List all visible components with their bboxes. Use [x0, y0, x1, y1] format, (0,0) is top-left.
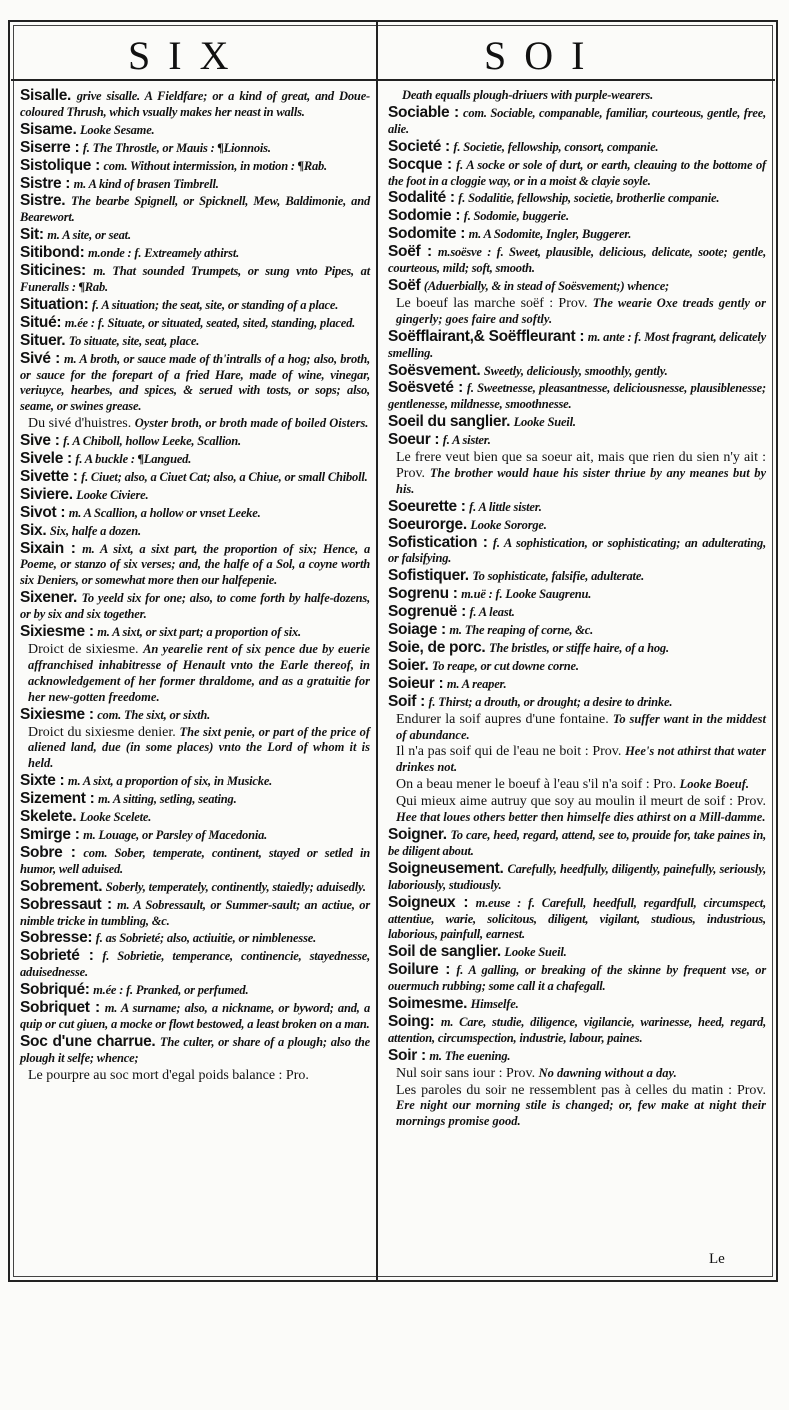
entry-definition: f. Ciuet; also, a Ciuet Cat; also, a Chiue, or small Chiboll. — [81, 469, 368, 484]
entry-headword: Sizement : — [20, 790, 95, 808]
entry-definition: (Aduerbially, & in stead of Soësvement;) whence; — [423, 278, 670, 293]
entry-headword: Sobriqué: — [20, 981, 90, 999]
entry-headword: Sobrieté : — [20, 947, 94, 965]
dictionary-entry — [20, 1034, 370, 1067]
sub-entry — [20, 1068, 370, 1084]
sub-entry-phrase: Nul soir sans iour : Prov. — [396, 1065, 536, 1081]
entry-definition: Looke Sesame. — [80, 122, 155, 137]
dictionary-entry — [20, 333, 370, 350]
entry-definition: f. Sweetnesse, pleasantnesse, deliciousnesse, plausiblenesse; gentlenesse, mildnesse, smoothnesse. — [388, 381, 766, 412]
dictionary-entry — [20, 176, 370, 193]
header-rule — [11, 79, 775, 81]
entry-definition: m. A broth, or sauce made of th'intralls of a hog; also, broth, or sauce for the forepart of a fried Hare, made of wine, vinegar, veriuyce, hearbes, and spices, & serued with tosts, or sops; also, seame, or swines grease. — [20, 351, 370, 414]
dictionary-entry — [20, 930, 370, 947]
entry-definition: Himselfe. — [470, 997, 519, 1012]
catchword: Le — [709, 1251, 725, 1267]
entry-definition: m.euse : f. Carefull, heedfull, regardfull, circumspect, attentiue, warie, solicitous, diligent, vigilant, studious, industrious, laborious, painfull, earnest. — [388, 895, 767, 942]
sub-entry — [388, 712, 766, 744]
dictionary-entry — [388, 676, 766, 693]
dictionary-entry — [20, 433, 370, 450]
entry-definition: m. A sixt, or sixt part; a proportion of six. — [97, 625, 301, 640]
dictionary-entry — [388, 861, 766, 894]
sub-entry — [20, 416, 370, 432]
dictionary-entry — [20, 809, 370, 826]
entry-definition: m. The reaping of corne, &c. — [449, 623, 594, 638]
entry-headword: Sive : — [20, 432, 60, 450]
entry-headword: Sobre : — [20, 843, 76, 861]
entry-headword: Situation: — [20, 295, 89, 313]
sub-entry — [388, 794, 766, 826]
sub-entry — [388, 1066, 766, 1082]
entry-definition: Sweetly, deliciously, smoothly, gently. — [483, 363, 668, 378]
entry-headword: Sivé : — [20, 349, 61, 367]
entry-definition: com. Sociable, companable, familiar, courteous, gentle, free, alie. — [388, 105, 767, 136]
sub-entry-phrase: Le pourpre au soc mort d'egal poids balance : Pro. — [28, 1067, 309, 1083]
dictionary-entry — [20, 193, 370, 226]
dictionary-entry — [388, 499, 766, 516]
dictionary-entry — [388, 380, 766, 413]
entry-definition: Looke Sueil. — [513, 415, 576, 430]
left-column — [20, 88, 370, 1085]
entry-definition: m. A Sodomite, Ingler, Buggerer. — [468, 227, 632, 242]
entry-definition: Looke Sororge. — [470, 517, 547, 532]
dictionary-entry — [388, 895, 766, 944]
dictionary-entry — [388, 105, 766, 138]
entry-headword: Sociable : — [388, 103, 459, 121]
entry-headword: Sisame. — [20, 120, 77, 138]
entry-headword: Soieur : — [388, 674, 444, 692]
dictionary-entry — [388, 157, 766, 190]
entry-headword: Situé: — [20, 313, 62, 331]
entry-headword: Sogrenuë : — [388, 603, 466, 621]
sub-entry-translation: The wearie Oxe treads gently or gingerly; goes faire and softly. — [396, 295, 767, 326]
entry-definition: f. A sister. — [442, 433, 491, 448]
entry-definition: f. Sodalitie, fellowship, societie, brotherlie companie. — [458, 191, 720, 206]
entry-headword: Soiage : — [388, 621, 446, 639]
entry-definition: Six, halfe a dozen. — [49, 523, 141, 538]
right-column — [388, 88, 766, 1131]
sub-entry-phrase: Droict de sixiesme. — [28, 642, 139, 657]
entry-definition: Death equalls plough-driuers with purple-wearers. — [402, 88, 654, 102]
entry-definition: f. A socke or sole of durt, or earth, cleauing to the bottome of the foot in a cloggie way, or in a moist & clayie soyle. — [388, 157, 767, 188]
dictionary-entry — [388, 208, 766, 225]
dictionary-entry — [20, 469, 370, 486]
dictionary-entry — [388, 640, 766, 657]
entry-definition: f. The Throstle, or Mauis : ¶Lionnois. — [82, 140, 271, 155]
sub-entry-phrase: Droict du sixiesme denier. — [28, 724, 176, 740]
entry-headword: Sixiesme : — [20, 705, 94, 723]
dictionary-entry — [20, 707, 370, 724]
sub-entry-phrase: Le boeuf las marche soëf : Prov. — [396, 295, 588, 311]
dictionary-entry — [388, 622, 766, 639]
entry-definition: m.soësve : f. Sweet, plausible, delicious, delicate, soote; gentle, courteous, mild; soft, smooth. — [388, 245, 766, 276]
dictionary-entry — [388, 363, 766, 380]
entry-definition: To sophisticate, falsifie, adulterate. — [472, 569, 645, 584]
dictionary-entry — [20, 297, 370, 314]
entry-headword: Siviere. — [20, 485, 73, 503]
entry-headword: Sistre : — [20, 174, 71, 192]
entry-definition: com. Sober, temperate, continent, stayed or setled in humor, well aduised. — [20, 845, 370, 876]
entry-definition: f. A little sister. — [469, 499, 542, 514]
entry-definition: m. A sitting, setling, seating. — [98, 792, 237, 807]
dictionary-entry — [388, 604, 766, 621]
dictionary-entry — [388, 944, 766, 961]
entry-definition: m.onde : f. Extreamely athirst. — [87, 246, 240, 261]
entry-headword: Soësveté : — [388, 379, 463, 397]
entry-definition: m. That sounded Trumpets, or sung vnto Pipes, at Funeralls : ¶Rab. — [20, 264, 370, 294]
entry-headword: Sodalité : — [388, 189, 455, 207]
dictionary-entry — [388, 658, 766, 675]
dictionary-entry — [388, 1048, 766, 1065]
entry-headword: Sobrement. — [20, 877, 103, 895]
entry-definition: The bearbe Spignell, or Spicknell, Mew, Baldimonie, and Bearewort. — [20, 194, 371, 225]
entry-definition: Looke Civiere. — [76, 487, 149, 502]
dictionary-entry — [20, 773, 370, 790]
dictionary-entry — [20, 263, 370, 296]
entry-headword: Sobresse: — [20, 929, 93, 947]
entry-headword: Soing: — [388, 1012, 435, 1030]
sub-entry-phrase: Les paroles du soir ne ressemblent pas à celles du matin : Prov. — [396, 1082, 766, 1098]
entry-headword: Sobressaut : — [20, 895, 112, 913]
entry-definition: Soberly, temperately, continently, staiedly; aduisedly. — [105, 879, 366, 894]
entry-headword: Smirge : — [20, 825, 80, 843]
entry-definition: f. Thirst; a drouth, or drought; a desire to drinke. — [428, 694, 673, 709]
entry-definition: grive sisalle. A Fieldfare; or a kind of great, and Doue-coloured Thrush, which vsually makes her neast in walls. — [20, 89, 370, 119]
sub-entry — [388, 450, 766, 498]
entry-headword: Siticines: — [20, 262, 86, 280]
dictionary-entry — [388, 568, 766, 585]
entry-headword: Soc d'une charrue. — [20, 1032, 156, 1050]
dictionary-entry — [20, 227, 370, 244]
entry-definition: com. The sixt, or sixth. — [97, 707, 211, 722]
dictionary-entry — [20, 523, 370, 540]
sub-entry — [20, 642, 370, 706]
entry-definition: f. Societie, fellowship, consort, companie. — [453, 139, 659, 154]
dictionary-entry — [20, 245, 370, 262]
entry-definition: m. A Scallion, a hollow or vnset Leeke. — [68, 505, 261, 520]
entry-definition: m. A site, or seat. — [47, 228, 131, 243]
sub-entry-translation: To suffer want in the middest of abundance. — [396, 711, 766, 742]
entry-definition: f. A buckle : ¶Langued. — [75, 452, 192, 467]
entry-headword: Soilure : — [388, 961, 451, 979]
entry-headword: Sistre. — [20, 192, 66, 210]
dictionary-entry — [20, 827, 370, 844]
entry-headword: Soigneux : — [388, 893, 469, 911]
entry-headword: Sixte : — [20, 772, 65, 790]
entry-definition: f. A galling, or breaking of the skinne by frequent vse, or ouermuch rubbing; some call it a chafegall. — [388, 963, 767, 994]
entry-headword: Sit: — [20, 226, 44, 244]
entry-headword: Soie, de porc. — [388, 639, 486, 656]
sub-entry-translation: Ere night our morning stile is changed; or, few make at night their mornings promise good. — [396, 1098, 766, 1129]
entry-headword: Sistolique : — [20, 156, 100, 174]
dictionary-entry — [388, 88, 766, 104]
entry-definition: m. A sixt, a proportion of six, in Musicke. — [67, 774, 273, 789]
entry-headword: Sivot : — [20, 503, 66, 521]
dictionary-entry — [20, 791, 370, 808]
dictionary-entry — [388, 827, 766, 860]
sub-entry-translation: Hee that loues others better then himselfe dies athirst on a Mill-damme. — [396, 810, 766, 825]
sub-entry-translation: The sixt penie, or part of the price of aliened land, due (in some places) vnto the Lord of whom it is held. — [28, 724, 370, 771]
entry-definition: f. A situation; the seat, site, or standing of a place. — [91, 297, 339, 312]
entry-headword: Soeurette : — [388, 497, 466, 515]
dictionary-entry — [388, 139, 766, 156]
sub-entry-phrase: On a beau mener le boeuf à l'eau s'il n'a soif : Pro. — [396, 777, 677, 793]
dictionary-entry — [20, 487, 370, 504]
sub-entry-translation: Looke Boeuf. — [679, 777, 750, 792]
entry-definition: com. Without intermission, in motion : ¶Rab. — [103, 158, 327, 173]
entry-definition: m. ante : f. Most fragrant, delicately smelling. — [388, 329, 766, 360]
entry-definition: m. Louage, or Parsley of Macedonia. — [83, 827, 268, 842]
dictionary-entry — [388, 517, 766, 534]
entry-definition: To reape, or cut downe corne. — [431, 658, 579, 673]
entry-headword: Soier. — [388, 656, 429, 674]
sub-entry — [388, 744, 766, 776]
dictionary-entry — [388, 694, 766, 711]
sub-entry-translation: The brother would haue his sister thriue by any meanes but by his. — [396, 465, 766, 496]
entry-headword: Sisalle. — [20, 87, 72, 104]
dictionary-entry — [388, 244, 766, 277]
dictionary-entry — [388, 432, 766, 449]
column-divider — [376, 20, 378, 1282]
entry-headword: Societé : — [388, 137, 450, 155]
entry-headword: Sivette : — [20, 467, 78, 485]
entry-definition: The culter, or share of a plough; also the plough it selfe; whence; — [20, 1034, 371, 1065]
dictionary-entry — [20, 88, 370, 121]
dictionary-entry — [20, 982, 370, 999]
entry-headword: Soëf : — [388, 243, 432, 261]
entry-definition: m. A reaper. — [446, 676, 507, 691]
entry-headword: Soëf — [388, 276, 421, 294]
sub-entry — [388, 296, 766, 328]
entry-definition: m. Care, studie, diligence, vigilancie, warinesse, heed, regard, attention, circumspection, industrie, labour, paines. — [388, 1014, 767, 1045]
entry-headword: Soigner. — [388, 825, 447, 843]
dictionary-entry — [20, 140, 370, 157]
entry-headword: Soeur : — [388, 431, 440, 449]
sub-entry-translation: Oyster broth, or broth made of boiled Oisters. — [134, 416, 369, 431]
entry-definition: f. A sophistication, or sophisticating; an adulterating, or falsifying. — [388, 535, 766, 566]
dictionary-entry — [20, 505, 370, 522]
sub-entry — [20, 725, 370, 773]
entry-headword: Soir : — [388, 1046, 426, 1064]
sub-entry-translation: An yearelie rent of six pence due by euerie affranchised inhabitresse of Henault vnto the Earle thereof, in acknowledgement of her former thraldome, and as a gratuitie for her new-gotten freedome. — [28, 642, 370, 704]
sub-entry-translation: No dawning without a day. — [538, 1065, 677, 1080]
dictionary-entry — [388, 278, 766, 295]
dictionary-entry — [388, 1014, 766, 1047]
sub-entry-translation: Hee's not athirst that water drinkes not. — [396, 744, 766, 775]
dictionary-entry — [388, 586, 766, 603]
dictionary-entry — [20, 897, 370, 930]
entry-headword: Sodomie : — [388, 207, 461, 225]
dictionary-entry — [20, 879, 370, 896]
entry-definition: f. as Sobrieté; also, actiuitie, or nimblenesse. — [95, 931, 317, 946]
sub-entry-phrase: Qui mieux aime autruy que soy au moulin il meurt de soif : Prov. — [396, 794, 766, 810]
dictionary-entry — [388, 414, 766, 431]
dictionary-entry — [388, 996, 766, 1013]
entry-headword: Soeurorge. — [388, 515, 467, 533]
sub-entry — [388, 777, 766, 793]
dictionary-entry — [388, 190, 766, 207]
entry-definition: m. The euening. — [429, 1048, 511, 1063]
entry-headword: Skelete. — [20, 808, 77, 826]
entry-definition: m.ée : f. Pranked, or perfumed. — [93, 983, 249, 998]
entry-headword: Sobriquet : — [20, 999, 100, 1017]
entry-definition: m. A Sobressault, or Summer-sault; an actiue, or nimble tricke in tumbling, &c. — [20, 897, 370, 928]
dictionary-entry — [20, 590, 370, 623]
entry-definition: m. A surname; also, a nickname, or byword; and, a quip or cut giuen, a mocke or flowt bestowed, a least broken on a man. — [20, 1001, 371, 1031]
entry-definition: To yeeld six for one; also, to come forth by halfe-dozens, or by six and six together. — [20, 591, 370, 622]
entry-definition: f. A least. — [469, 605, 515, 620]
dictionary-entry — [20, 315, 370, 332]
entry-definition: To care, heed, regard, attend, see to, prouide for, take paines in, be diligent about. — [388, 827, 767, 858]
dictionary-entry — [20, 122, 370, 139]
entry-definition: m. A sixt, a sixt part, the proportion of six; Hence, a Poeme, or stanzo of six verses; and, the halfe of a Sol, a coyne worth six Deniers, or somewhat more then our halfepenie. — [20, 541, 370, 588]
entry-headword: Sixiesme : — [20, 623, 94, 641]
dictionary-entry — [20, 624, 370, 641]
entry-headword: Sogrenu : — [388, 585, 458, 603]
sub-entry-phrase: Du sivé d'huistres. — [28, 416, 132, 432]
entry-definition: f. A Chiboll, hollow Leeke, Scallion. — [63, 434, 241, 449]
entry-definition: m. A kind of brasen Timbrell. — [73, 176, 219, 191]
running-head-left: SIX — [128, 33, 247, 78]
entry-headword: Siserre : — [20, 138, 80, 156]
dictionary-entry — [20, 948, 370, 981]
dictionary-entry — [388, 962, 766, 995]
entry-definition: The bristles, or stiffe haire, of a hog. — [488, 641, 669, 655]
entry-headword: Soif : — [388, 692, 425, 710]
sub-entry-phrase: Il n'a pas soif qui de l'eau ne boit : Prov. — [396, 744, 622, 760]
entry-headword: Sixain : — [20, 539, 76, 557]
entry-headword: Sixener. — [20, 589, 78, 607]
entry-headword: Soigneusement. — [388, 859, 504, 877]
entry-definition: To situate, site, seat, place. — [68, 333, 200, 348]
entry-definition: m.ée : f. Situate, or situated, seated, sited, standing, placed. — [64, 315, 356, 330]
entry-definition: Carefully, heedfully, diligently, painefully, seriously, laboriously, studiously. — [388, 861, 767, 892]
dictionary-entry — [20, 541, 370, 590]
dictionary-entry — [388, 226, 766, 243]
entry-definition: Looke Sueil. — [504, 945, 567, 960]
sub-entry-phrase: Endurer la soif aupres d'une fontaine. — [396, 711, 609, 727]
dictionary-entry — [388, 535, 766, 568]
entry-headword: Soëfflairant,& Soëffleurant : — [388, 327, 585, 345]
entry-headword: Situer. — [20, 331, 66, 349]
dictionary-entry — [20, 1000, 370, 1033]
dictionary-entry — [20, 845, 370, 878]
running-head-right: SOI — [484, 33, 603, 78]
entry-headword: Sofistication : — [388, 533, 488, 551]
entry-headword: Sodomite : — [388, 225, 466, 243]
dictionary-entry — [388, 329, 766, 362]
dictionary-entry — [20, 451, 370, 468]
entry-headword: Sofistiquer. — [388, 567, 469, 585]
sub-entry-phrase: Le frere veut bien que sa soeur ait, mais que rien du sien n'y ait : Prov. — [396, 450, 766, 481]
entry-headword: Six. — [20, 521, 47, 539]
dictionary-entry — [20, 351, 370, 416]
entry-headword: Sitibond: — [20, 244, 85, 262]
entry-definition: Looke Scelete. — [79, 810, 152, 825]
entry-definition: f. Sodomie, buggerie. — [463, 209, 569, 224]
entry-headword: Soil de sanglier. — [388, 943, 501, 961]
entry-headword: Sivele : — [20, 450, 72, 468]
dictionary-entry — [20, 158, 370, 175]
entry-definition: m.uë : f. Looke Saugrenu. — [461, 587, 592, 602]
entry-headword: Soimesme. — [388, 995, 468, 1013]
entry-definition: f. Sobrietie, temperance, continencie, stayednesse, aduisednesse. — [20, 949, 371, 980]
sub-entry — [388, 1083, 766, 1131]
entry-headword: Soeil du sanglier. — [388, 413, 511, 431]
entry-headword: Soësvement. — [388, 361, 481, 379]
entry-headword: Socque : — [388, 155, 452, 173]
